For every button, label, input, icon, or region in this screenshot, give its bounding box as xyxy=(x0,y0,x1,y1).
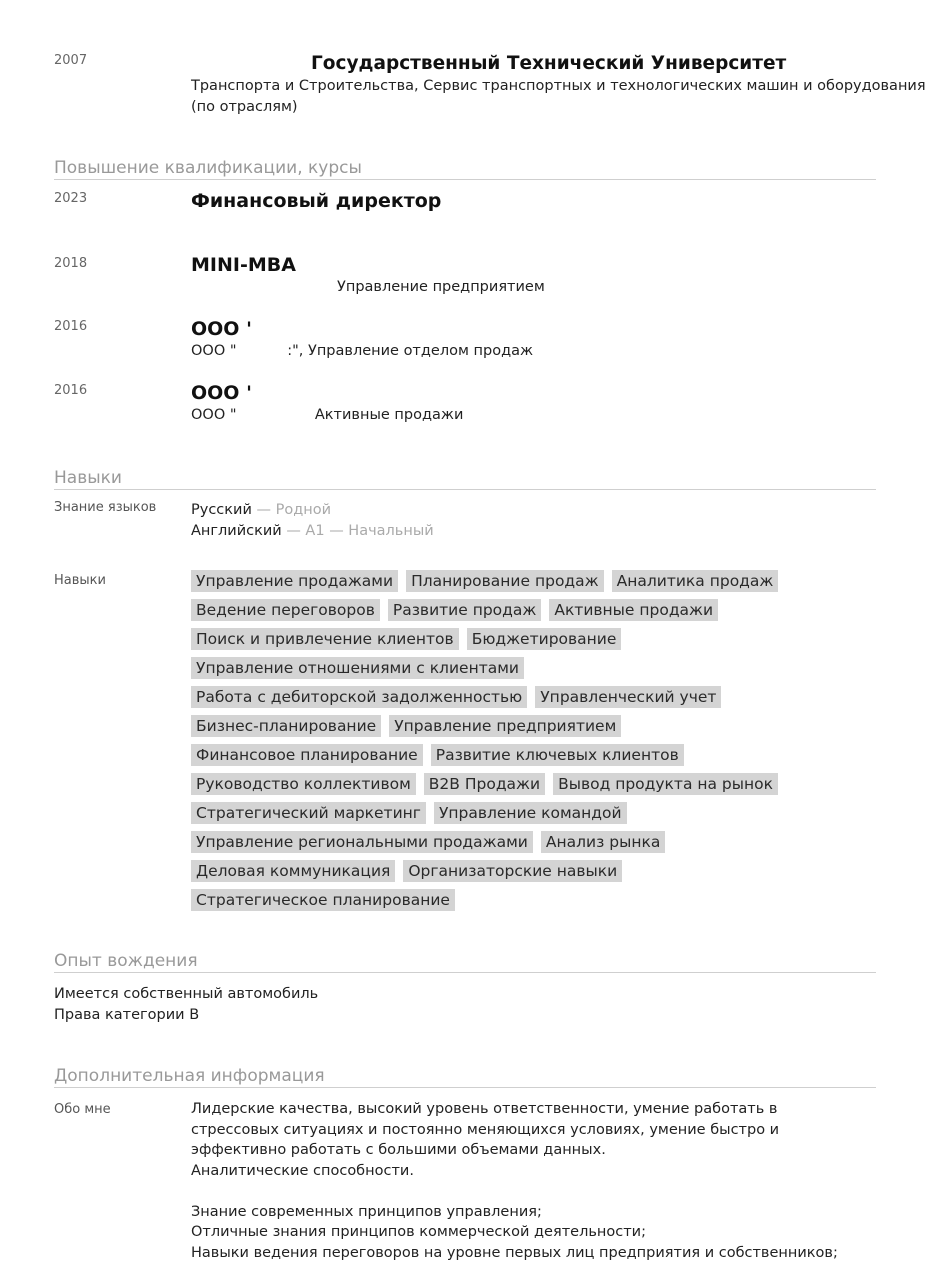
about-text: Лидерские качества, высокий уровень ответственности, умение работать в стрессовых ситуациях и постоянно меняющихся условиях, умение быстро и эффективно работать с большими объемами данных. Аналитические способности. Знание современных принципов управления; Отличные знания принципов коммерческой деятельности; Навыки ведения переговоров на уровне первых лиц предприятия и собственников; xyxy=(191,1101,838,1261)
skill-tag: Управление командой xyxy=(434,802,627,824)
course-title: ООО ' xyxy=(191,318,252,340)
skill-tag: Управление отношениями с клиентами xyxy=(191,657,524,679)
education-title: Государственный Технический Университет xyxy=(311,53,787,74)
skills-label: Навыки xyxy=(54,573,106,588)
skill-tag: B2B Продажи xyxy=(424,773,545,795)
skill-tag: Управленческий учет xyxy=(535,686,721,708)
languages-list xyxy=(191,500,434,542)
about-label: Обо мне xyxy=(54,1102,111,1117)
skill-tag: Бизнес-планирование xyxy=(191,715,381,737)
education-desc xyxy=(191,76,926,118)
course-year: 2018 xyxy=(54,256,88,271)
course-year: 2023 xyxy=(54,191,88,206)
skill-tag: Активные продажи xyxy=(549,599,718,621)
language-level: — Родной xyxy=(251,502,332,518)
course-desc: ООО " :", Управление отделом продаж xyxy=(191,343,534,359)
education-desc-line2: (по отраслям) xyxy=(191,99,298,115)
language-item xyxy=(191,500,434,521)
course-desc: ООО " Активные продажи xyxy=(191,407,464,423)
skill-tag: Ведение переговоров xyxy=(191,599,380,621)
skill-tag: Аналитика продаж xyxy=(612,570,779,592)
skill-tag: Анализ рынка xyxy=(541,831,665,853)
languages-label: Знание языков xyxy=(54,500,157,515)
section-heading-driving: Опыт вождения xyxy=(54,951,876,973)
skill-tag: Управление предприятием xyxy=(389,715,621,737)
course-title: Финансовый директор xyxy=(191,190,442,212)
course-desc: Управление предприятием xyxy=(337,279,545,295)
section-heading-additional: Дополнительная информация xyxy=(54,1066,876,1088)
course-title: ООО ' xyxy=(191,382,252,404)
skill-tag: Руководство коллективом xyxy=(191,773,416,795)
skill-tag: Деловая коммуникация xyxy=(191,860,395,882)
driving-line: Имеется собственный автомобиль xyxy=(54,986,319,1002)
skills-tag-list xyxy=(191,570,831,911)
driving-line: Права категории B xyxy=(54,1007,200,1023)
skill-tag: Организаторские навыки xyxy=(403,860,622,882)
language-level: — A1 — Начальный xyxy=(281,523,434,539)
skill-tag: Управление региональными продажами xyxy=(191,831,533,853)
skill-tag: Работа с дебиторской задолженностью xyxy=(191,686,527,708)
skill-tag: Стратегический маркетинг xyxy=(191,802,426,824)
section-heading-skills: Навыки xyxy=(54,468,876,490)
language-name: Английский xyxy=(191,523,282,539)
skill-tag: Стратегическое планирование xyxy=(191,889,455,911)
course-year: 2016 xyxy=(54,319,88,334)
course-title: MINI-MBA xyxy=(191,254,296,276)
section-heading-courses: Повышение квалификации, курсы xyxy=(54,158,876,180)
language-name: Русский xyxy=(191,502,252,518)
skill-tag: Вывод продукта на рынок xyxy=(553,773,778,795)
driving-info xyxy=(54,984,318,1026)
education-year: 2007 xyxy=(54,53,88,68)
skill-tag: Поиск и привлечение клиентов xyxy=(191,628,459,650)
skill-tag: Финансовое планирование xyxy=(191,744,423,766)
course-year: 2016 xyxy=(54,383,88,398)
education-desc-line1: Транспорта и Строительства, Сервис транспортных и технологических машин и оборудования xyxy=(191,78,926,94)
language-item xyxy=(191,521,434,542)
skill-tag: Развитие ключевых клиентов xyxy=(431,744,684,766)
skill-tag: Управление продажами xyxy=(191,570,398,592)
skill-tag: Планирование продаж xyxy=(406,570,604,592)
skill-tag: Бюджетирование xyxy=(467,628,622,650)
skill-tag: Развитие продаж xyxy=(388,599,542,621)
